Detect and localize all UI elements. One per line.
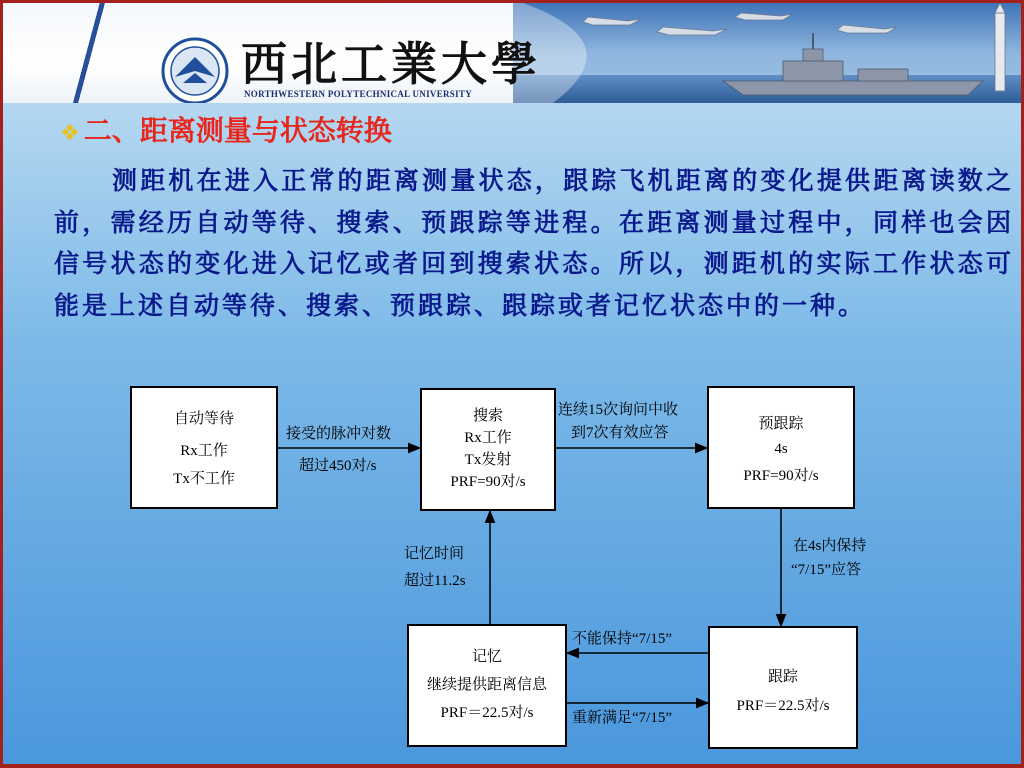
node-search-line-2: Rx工作	[464, 430, 512, 446]
node-auto-wait-line-3: Tx不工作	[173, 471, 235, 487]
node-search-line-3: Tx发射	[464, 452, 512, 468]
edge-label-wait-search-1: 接受的脉冲对数	[286, 426, 392, 442]
node-memory-line-2: 继续提供距离信息	[426, 677, 548, 693]
edge-label-wait-search-2: 超过450对/s	[299, 458, 377, 474]
body-paragraph: 测距机在进入正常的距离测量状态，跟踪飞机距离的变化提供距离读数之前，需经历自动等待、搜索、预跟踪等进程。在距离测量过程中，同样也会因信号状态的变化进入记忆或者回到搜索状态。所以，测距机的实际工作状态可能是上述自动等待、搜索、预跟踪、跟踪或者记忆状态中的一种。	[54, 166, 1014, 320]
diamond-bullet-icon: ❖	[60, 121, 80, 146]
node-track	[709, 627, 857, 748]
university-name-cn: 西北工業大學	[241, 37, 541, 91]
node-auto-wait-line-2: Rx工作	[180, 443, 228, 459]
node-auto-wait-line-1: 自动等待	[173, 411, 235, 427]
node-track-line-1: 跟踪	[767, 669, 799, 685]
node-search-line-4: PRF=90对/s	[450, 474, 526, 490]
edge-label-memory-search-2: 超过11.2s	[404, 573, 466, 589]
node-pretrack-line-3: PRF=90对/s	[743, 468, 819, 484]
edge-label-pretrack-track-2: “7/15”应答	[791, 562, 861, 578]
edge-label-search-pretrack-2: 到7次有效应答	[571, 425, 669, 441]
node-pretrack-line-2: 4s	[774, 441, 788, 457]
node-memory-line-3: PRF＝22.5对/s	[440, 705, 534, 721]
edge-label-memory-search-1: 记忆时间	[404, 546, 465, 562]
edge-label-memory-track: 重新满足“7/15”	[572, 710, 672, 726]
university-name-en: NORTHWESTERN POLYTECHNICAL UNIVERSITY	[244, 89, 473, 99]
edge-label-track-memory: 不能保持“7/15”	[572, 631, 672, 647]
node-pretrack-line-1: 预跟踪	[758, 416, 804, 432]
node-memory-line-1: 记忆	[471, 649, 503, 665]
node-track-line-2: PRF＝22.5对/s	[736, 698, 830, 714]
node-search-line-1: 搜索	[472, 408, 504, 424]
section-title-text: 二、距离测量与状态转换	[83, 114, 392, 147]
edge-label-search-pretrack-1: 连续15次询问中收	[558, 402, 679, 418]
edge-label-pretrack-track-1: 在4s内保持	[793, 538, 867, 554]
